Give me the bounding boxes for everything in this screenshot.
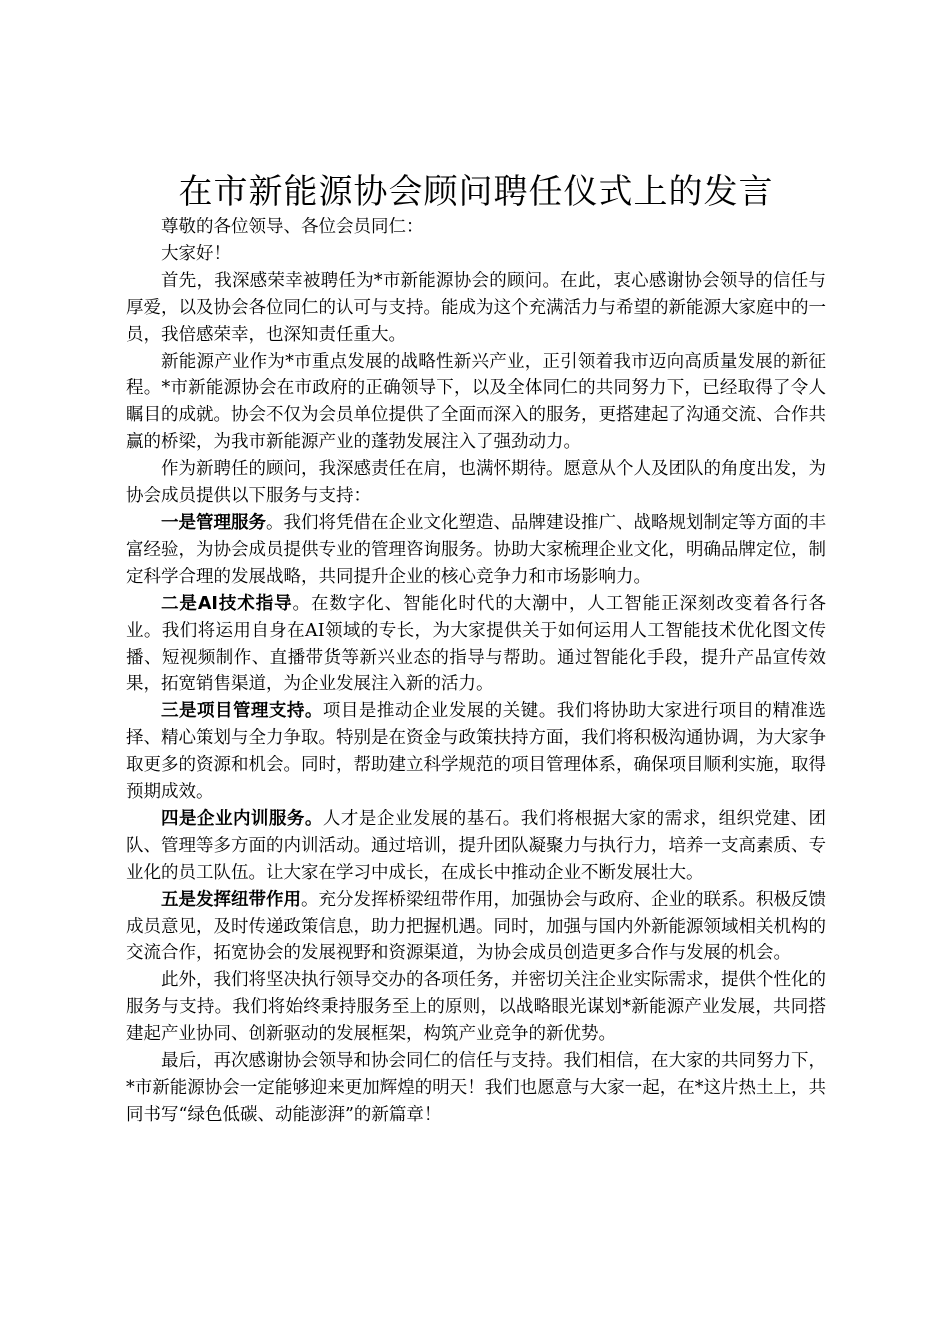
document-title: 在市新能源协会顾问聘任仪式上的发言 [178, 172, 774, 212]
paragraph-service-1 [126, 510, 826, 591]
document-page [126, 170, 826, 1129]
paragraph-closing [126, 1048, 826, 1129]
paragraph-lead: 三是项目管理支持。 [161, 701, 323, 722]
paragraph-text: 人才是企业发展的基石。我们将根据大家的需求，组织党建、团队、管理等多方面的内训活动。通过培训，提升团队凝聚力与执行力，培养一支高素质、专业化的员工队伍。让大家在学习中成长，在成长中推动企业不断发展壮大。 [126, 808, 826, 883]
paragraph-commitment [126, 456, 826, 510]
paragraph-service-5 [126, 887, 826, 968]
paragraph-background [126, 349, 826, 457]
paragraph-service-2 [126, 591, 826, 699]
paragraph-text: 最后，再次感谢协会领导和协会同仁的信任与支持。我们相信，在大家的共同努力下，*市新能源协会一定能够迎来更加辉煌的明天！我们也愿意与大家一起，在*这片热土上，共同书写“绿色低碳、动能澎湃”的新篇章！ [126, 1051, 826, 1125]
paragraph-text: 作为新聘任的顾问，我深感责任在肩，也满怀期待。愿意从个人及团队的角度出发，为协会成员提供以下服务与支持： [126, 459, 826, 507]
paragraph-text: 首先，我深感荣幸被聘任为*市新能源协会的顾问。在此，衷心感谢协会领导的信任与厚爱，以及协会各位同仁的认可与支持。能成为这个充满活力与希望的新能源大家庭中的一员，我倍感荣幸，也深知责任重大。 [126, 270, 826, 345]
paragraph-lead: 五是发挥纽带作用 [161, 889, 301, 910]
paragraph-text: 项目是推动企业发展的关键。我们将协助大家进行项目的精准选择、精心策划与全力争取。特别是在资金与政策扶持方面，我们将积极沟通协调，为大家争取更多的资源和机会。同时，帮助建立科学规范的项目管理体系，确保项目顺利实施，取得预期成效。 [126, 701, 826, 803]
paragraph-service-3 [126, 698, 826, 806]
greeting: 大家好！ [161, 243, 231, 264]
paragraph-text: 。充分发挥桥梁纽带作用，加强协会与政府、企业的联系。积极反馈成员意见，及时传递政策信息，助力把握机遇。同时，加强与国内外新能源领域相关机构的交流合作，拓宽协会的发展视野和资源渠道，为协会成员创造更多合作与发展的机会。 [126, 889, 826, 964]
paragraph-text: 新能源产业作为*市重点发展的战略性新兴产业，正引领着我市迈向高质量发展的新征程。*市新能源协会在市政府的正确领导下，以及全体同仁的共同努力下，已经取得了令人瞩目的成就。协会不仅为会员单位提供了全面而深入的服务，更搭建起了沟通交流、合作共赢的桥梁，为我市新能源产业的蓬勃发展注入了强劲动力。 [126, 351, 826, 453]
paragraph-lead: 一是管理服务 [161, 512, 266, 533]
paragraph-lead: 四是企业内训服务。 [161, 808, 323, 829]
paragraph-text: 。在数字化、智能化时代的大潮中，人工智能正深刻改变着各行各业。我们将运用自身在AI领域的专长，为大家提供关于如何运用人工智能技术优化图文传播、短视频制作、直播带货等新兴业态的指导与帮助。通过智能化手段，提升产品宣传效果，拓宽销售渠道，为企业发展注入新的活力。 [126, 593, 826, 695]
paragraph-intro [126, 268, 826, 349]
paragraph-service-4 [126, 806, 826, 887]
paragraph-lead: 二是AI技术指导 [161, 593, 293, 614]
salutation: 尊敬的各位领导、各位会员同仁： [161, 217, 424, 237]
paragraph-text: 。我们将凭借在企业文化塑造、品牌建设推广、战略规划制定等方面的丰富经验，为协会成员提供专业的管理咨询服务。协助大家梳理企业文化，明确品牌定位，制定科学合理的发展战略，共同提升企业的核心竞争力和市场影响力。 [126, 512, 826, 587]
paragraph-additional [126, 967, 826, 1048]
paragraph-text: 此外，我们将坚决执行领导交办的各项任务，并密切关注企业实际需求，提供个性化的服务与支持。我们将始终秉持服务至上的原则，以战略眼光谋划*新能源产业发展，共同搭建起产业协同、创新驱动的发展框架，构筑产业竞争的新优势。 [126, 970, 826, 1045]
